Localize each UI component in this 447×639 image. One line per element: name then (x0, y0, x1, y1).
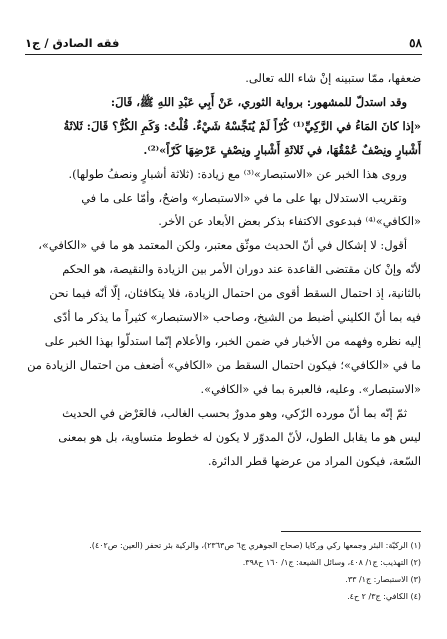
running-header (25, 28, 422, 50)
body-line: «الاستبصار». وعليه، فالعبرة بما في «الكافي». (200, 381, 421, 396)
footnote-4: (٤) الكافي: ج٣/ ٢ ح٤. (347, 592, 421, 601)
body-line: بالثانية، إذ احتمال السقط أقوى من احتمال الزيادة، فلا يتكافئان، إلّا أنّه فيما نحن (49, 286, 421, 301)
hadith-line: أَشْبارٍ ونِصْفٌ عُمْقُهَا، في ثَلاثَةِ أَشْبارٍ ونِصْفٍ عَرْضِهَا كَرّاً»⁽²⁾. (143, 142, 421, 157)
body-line: لأنّه وإنْ كان مقتضى القاعدة عند دوران الأمر بين الزيادة والنقيصة، هو الحكم (62, 262, 421, 277)
footnote-separator (281, 531, 421, 532)
body-line: إليه نظره وفهمه من الأخبار في ضمن الخبر، والأعلام إنّما استدلّوا بهذا الخبر على (44, 333, 421, 348)
body-line: أقول: لا إشكال في أنّ الحديث موثّق معتبر، ولكن المعتمد هو ما في «الكافي»، (38, 238, 407, 253)
body-line: وتقريب الاستدلال بها على ما في «الاستبصار» واضحٌ، وأمّا على ما في (81, 190, 407, 205)
hadith-line: «إذا كانَ المَاءُ في الرَّكِيِّ⁽¹⁾ كُرّاً لَمْ يُنَجِّسْهُ شَيْءٌ. قُلْتُ: وَكَمِ الكُرُّ؟ قَالَ: ثَلاثَةُ (63, 118, 421, 133)
body-line: ما في «الكافي»؛ فيكون احتمال السقط من «الكافي» أضعف من احتمال الزيادة من (27, 357, 421, 372)
body-line: فيه بما أنّ الكليني أضبط من الشيخ، وصاحب «الاستبصار» كثيراً ما يذكر ما أدّى (53, 310, 421, 325)
body-line: «الكافي»⁽⁴⁾ فبدعوى الاكتفاء بذكر بعض الأبعاد عن الأخر. (158, 214, 421, 229)
footnote-3: (٣) الاستبصار: ج١/ ٣٣. (345, 575, 421, 584)
main-text (26, 67, 421, 473)
body-line: وقد استدلّ للمشهور: برواية الثوري، عَنْ أَبِي عَبْدِ اللهِ ﷺ، قَالَ: (110, 94, 407, 109)
running-title: فقه الصادق / ج١ (25, 36, 120, 50)
header-rule (25, 54, 422, 55)
body-line: السّعة، فيكون المراد من عرضها قطر الدائرة. (207, 453, 421, 468)
page-number: ٥٨ (409, 36, 422, 50)
footnote-1: (١) الركيّة: البئر وجمعها ركي وركايا (صحاح الجوهري ج٦ ص٢٣٦٣)، والركية بئر تحفر (العين: ص٤٠٢). (89, 541, 421, 550)
body-line: ضعفها، ممّا ستبينه إنْ شاء الله تعالى. (245, 71, 421, 85)
footnote-2: (٢) التهذيب: ج١/ ٤٠٨، وسائل الشيعة: ج١/ ١٦٠ ح٣٩٨. (242, 558, 421, 567)
footnotes (26, 537, 421, 605)
body-line: وروى هذا الخبر عن «الاستبصار»⁽³⁾ مع زيادة: (ثلاثة أشبارٍ ونصفُ طولها). (68, 166, 407, 181)
body-line: ليس هو ما يقابل الطول، لأنّ المدوّر لا يكون له خطوط متساوية، بل هو بمعنى (58, 429, 421, 444)
body-line: ثمّ إنّه بما أنّ مورده الرّكي، وهو مدورٌ بحسب الغالب، فالعَرْض في الحديث (62, 405, 407, 420)
